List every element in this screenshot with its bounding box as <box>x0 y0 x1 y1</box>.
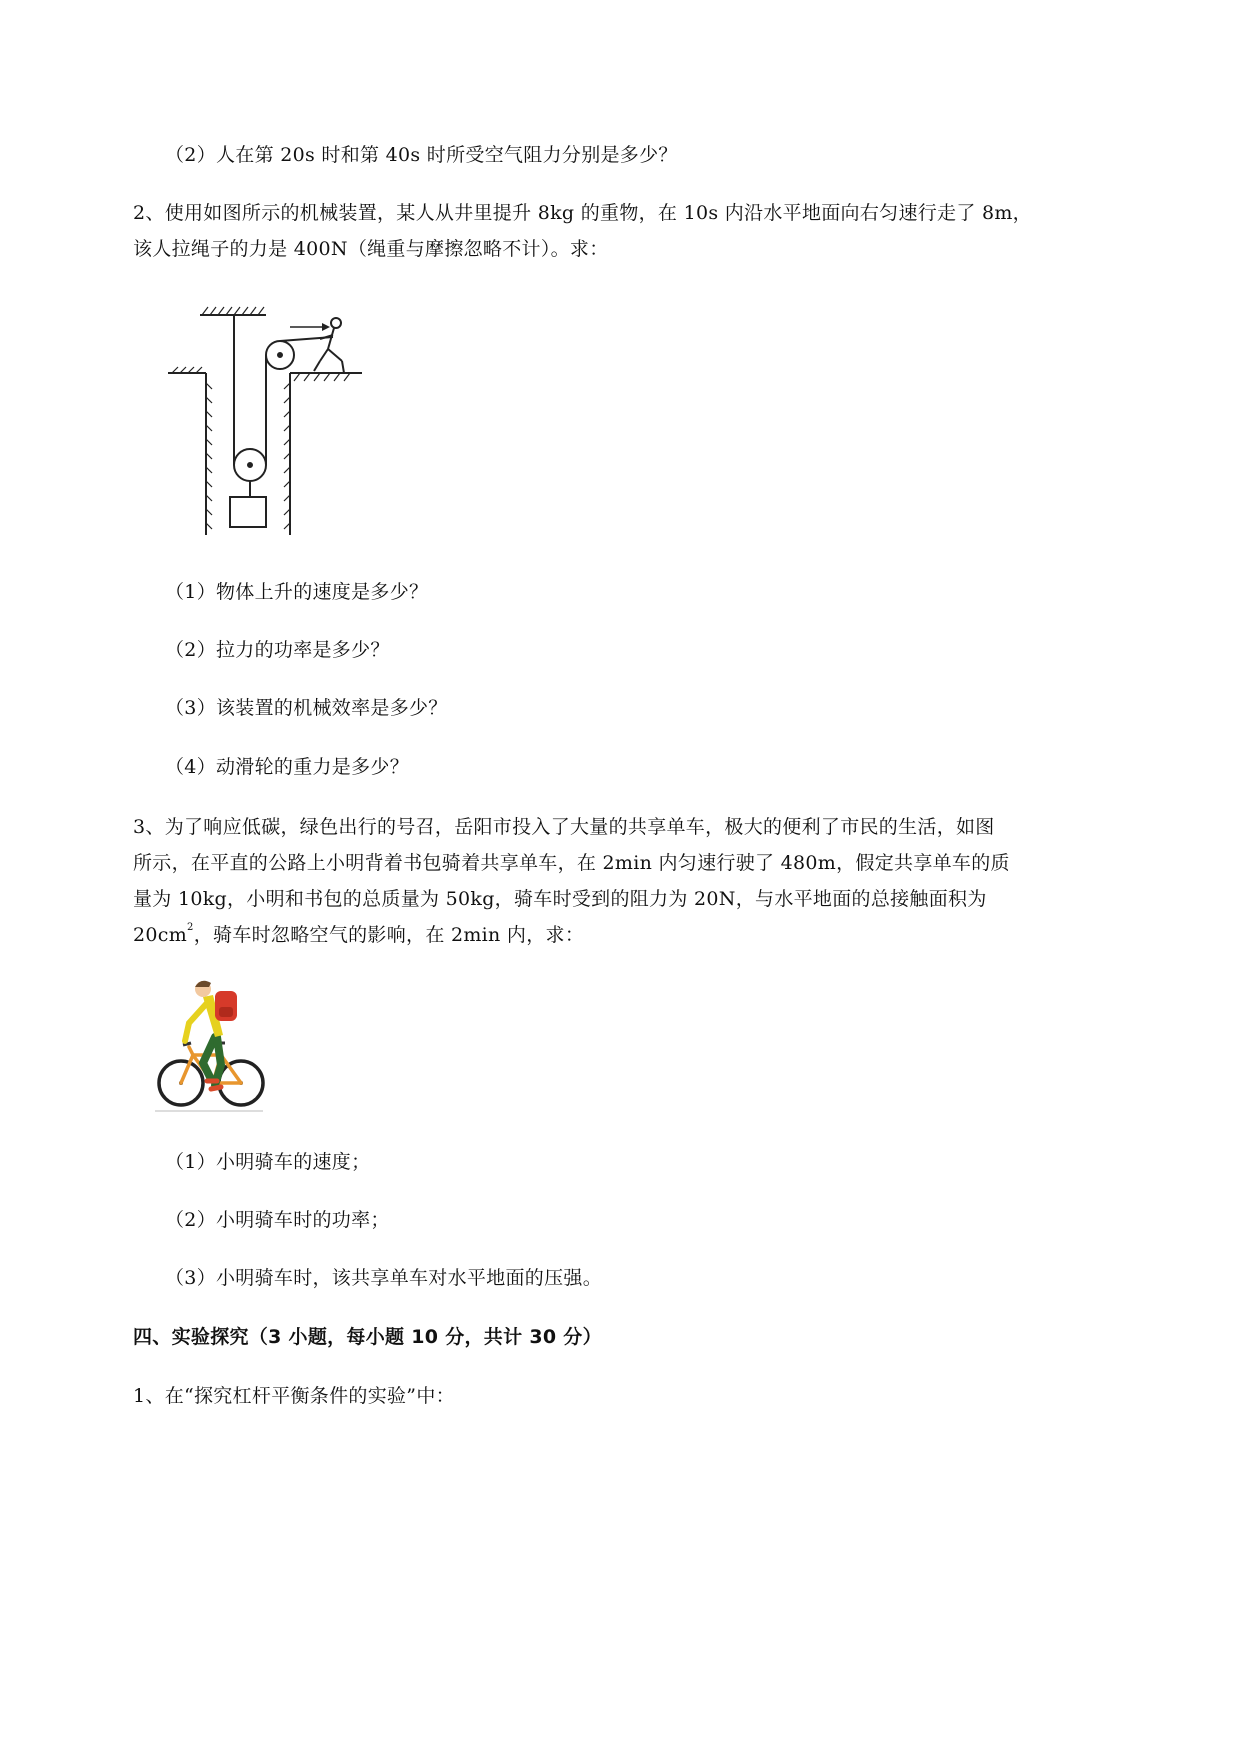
q3-sub-3: （3）小明骑车时，该共享单车对水平地面的压强。 <box>165 1267 602 1289</box>
q2-line1: 2、使用如图所示的机械装置，某人从井里提升 8kg 的重物，在 10s 内沿水平地面向右匀速行走了 8m， <box>133 202 1032 224</box>
section-4-q1: 1、在“探究杠杆平衡条件的实验”中： <box>133 1385 455 1407</box>
q2-sub-2: （2）拉力的功率是多少？ <box>165 639 390 661</box>
q1-part2-text: （2）人在第 20s 时和第 40s 时所受空气阻力分别是多少？ <box>165 144 678 166</box>
q3-line4-rest: ，骑车时忽略空气的影响，在 2min 内，求： <box>193 924 585 946</box>
q3-line2: 所示，在平直的公路上小明背着书包骑着共享单车，在 2min 内匀速行驶了 480m，假定共享单车的质 <box>133 852 1010 874</box>
pulley-well-diagram <box>168 305 368 545</box>
q2-sub-4: （4）动滑轮的重力是多少？ <box>165 756 409 778</box>
q3-line3: 量为 10kg，小明和书包的总质量为 50kg，骑车时受到的阻力为 20N，与水平地面的总接触面积为 <box>133 888 987 910</box>
q3-sub-1: （1）小明骑车的速度； <box>165 1151 371 1173</box>
section-4-heading: 四、实验探究（3 小题，每小题 10 分，共计 30 分） <box>133 1326 602 1348</box>
q2-line2: 该人拉绳子的力是 400N（绳重与摩擦忽略不计）。求： <box>133 238 609 260</box>
q2-sub-3: （3）该装置的机械效率是多少？ <box>165 697 448 719</box>
q3-line4 <box>133 923 584 947</box>
q3-line1: 3、为了响应低碳，绿色出行的号召，岳阳市投入了大量的共享单车，极大的便利了市民的生活，如图 <box>133 816 995 838</box>
q3-area-value: 20cm <box>133 924 188 946</box>
q3-area-exponent: 2 <box>187 922 194 933</box>
q2-sub-1: （1）物体上升的速度是多少？ <box>165 581 429 603</box>
cyclist-illustration <box>155 975 275 1115</box>
q3-sub-2: （2）小明骑车时的功率； <box>165 1209 390 1231</box>
